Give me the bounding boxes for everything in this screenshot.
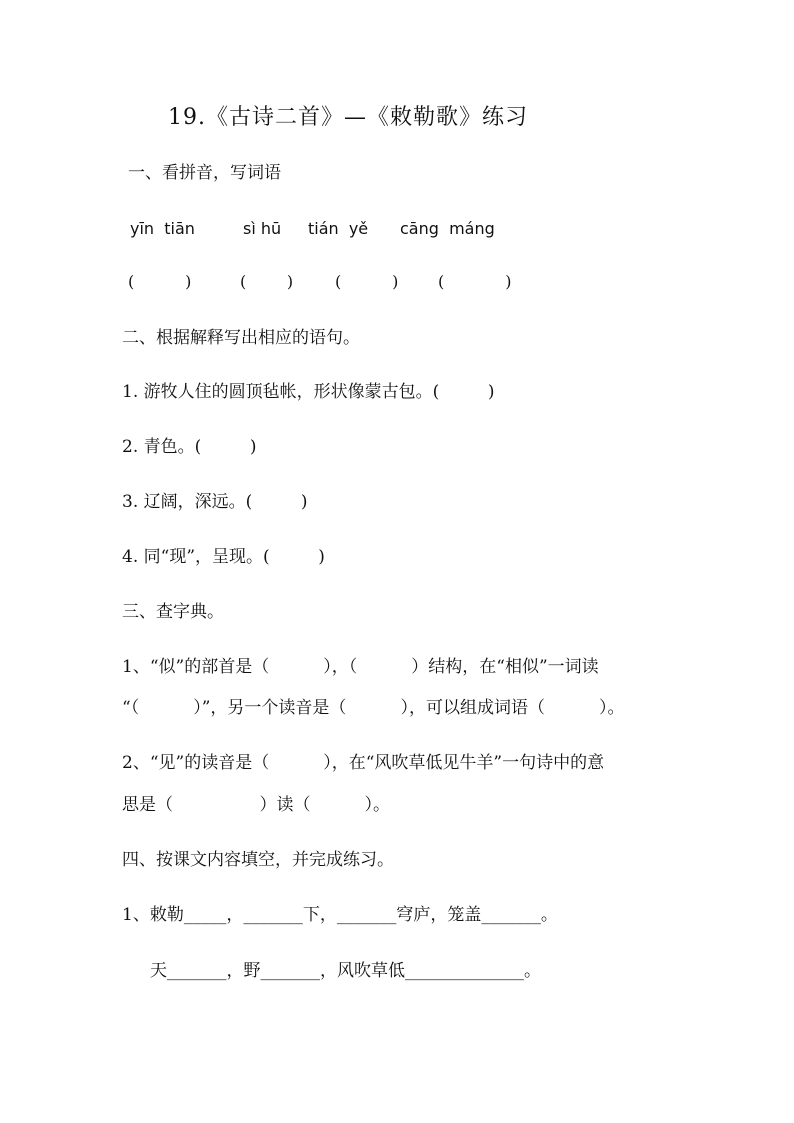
section2-item-4: 4. 同“现”，呈现。( ) (122, 547, 325, 567)
section3-heading: 三、查字典。 (122, 602, 224, 622)
section3-item-1-line1: 1、“似”的部首是（ ），（ ）结构，在“相似”一词读 (122, 657, 599, 677)
section1-heading: 一、看拼音，写词语 (128, 163, 281, 183)
answer-blank-1[interactable]: ( ) (128, 272, 192, 291)
answer-blank-2[interactable]: ( ) (240, 272, 294, 291)
section3-item-2-line2: 思是（ ）读（ ）。 (122, 795, 390, 815)
section4-item-1: 1、敕勒_____，_______下，_______穹庐，笼盖_______。 (122, 905, 558, 925)
section2-item-2: 2. 青色。( ) (122, 437, 257, 457)
answer-blank-4[interactable]: ( ) (438, 272, 512, 291)
section4-item-2: 天_______，野_______，风吹草低______________。 (150, 961, 541, 981)
section2-item-1: 1. 游牧人住的圆顶毡帐，形状像蒙古包。( ) (122, 382, 495, 402)
page-title: 19.《古诗二首》—《敕勒歌》练习 (168, 105, 528, 130)
pinyin-2: sì hū (243, 219, 282, 238)
section2-item-3: 3. 辽阔，深远。( ) (122, 492, 308, 512)
pinyin-3: tián yě (308, 219, 369, 238)
pinyin-4: cāng máng (400, 219, 495, 238)
section2-heading: 二、根据解释写出相应的语句。 (122, 328, 360, 348)
section3-item-2-line1: 2、“见”的读音是（ ），在“风吹草低见牛羊”一句诗中的意 (122, 753, 605, 773)
pinyin-1: yīn tiān (130, 219, 195, 238)
section3-item-1-line2: “（ ）”，另一个读音是（ ），可以组成词语（ ）。 (122, 698, 625, 718)
answer-blank-3[interactable]: ( ) (335, 272, 399, 291)
section4-heading: 四、按课文内容填空，并完成练习。 (122, 850, 394, 870)
